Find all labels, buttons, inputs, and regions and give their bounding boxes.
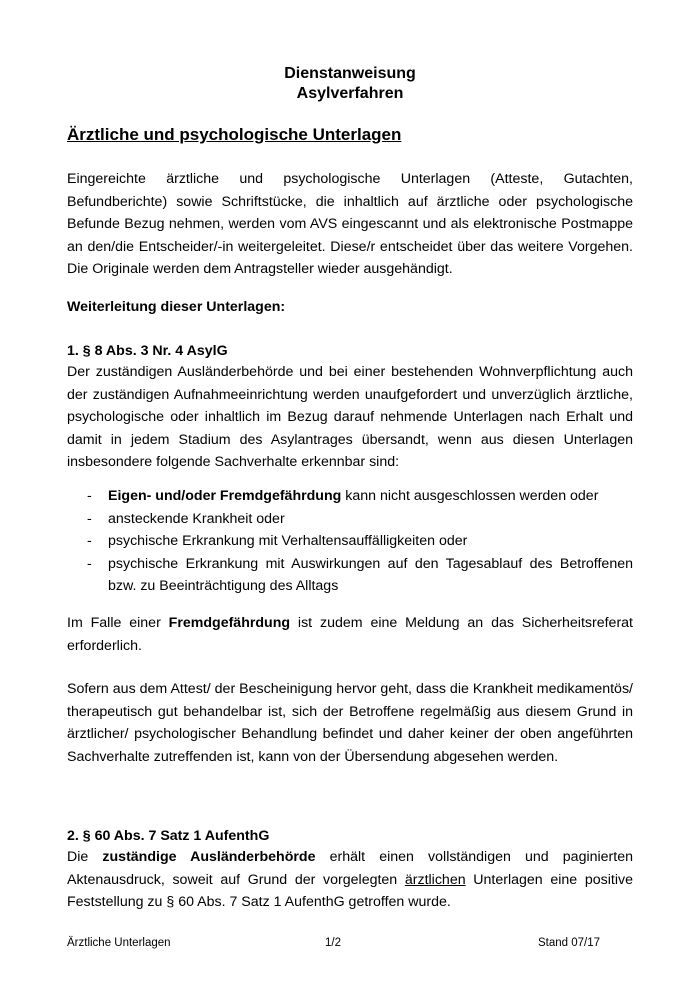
fremdgefaehrdung-paragraph	[67, 612, 633, 657]
forwarding-heading: Weiterleitung dieser Unterlagen:	[67, 299, 286, 315]
fremd-text-bold: Fremdgefährdung	[168, 615, 291, 631]
item2-text-underline: ärztlichen	[404, 871, 466, 888]
item1-paragraph: Der zuständigen Ausländerbehörde und bei einer bestehenden Wohnverpflichtung auch der zuständigen Aufnahmeeinrichtung werden unaufgefordert und unverzüglich ärztliche, psychologische oder inhaltlich im Bezug darauf nehmende Unterlagen nach Erhalt und damit in jedem Stadium des Asylantrages übersandt, wenn aus diesen Unterlagen insbesondere folgende Sachverhalte erkennbar sind:	[67, 364, 633, 470]
dash-marker: -	[87, 510, 92, 527]
footer-left: Ärztliche Unterlagen	[67, 937, 171, 949]
item2-text-mid: erhält einen vollständigen und paginierten Aktenausdruck, soweit auf Grund der vorgelegten	[67, 849, 633, 888]
criteria-list	[67, 485, 633, 598]
list-item-text: kann nicht ausgeschlossen werden oder	[341, 488, 599, 504]
intro-paragraph: Eingereichte ärztliche und psychologische Unterlagen (Atteste, Gutachten, Befundberichte) sowie Schriftstücke, die inhaltlich auf ärztliche oder psychologische Befunde Bezug nehmen, werden vom AVS eingescannt und als elektronische Postmappe an den/die Entscheider/-in weitergeleitet. Diese/r entscheidet über das weitere Vorgehen. Die Originale werden dem Antragsteller wieder ausgehändigt.	[67, 171, 633, 277]
item2-paragraph	[67, 846, 633, 914]
item1-heading: 1. § 8 Abs. 3 Nr. 4 AsylG	[67, 343, 228, 359]
list-item	[67, 553, 633, 598]
list-item	[67, 508, 633, 531]
dash-marker: -	[87, 533, 92, 549]
document-title: Dienstanweisung	[284, 65, 416, 82]
list-item-text: psychische Erkrankung mit Auswirkungen auf den Tagesablauf des Betroffenen bzw. zu Beeinträchtigung des Alltags	[108, 555, 633, 594]
dash-marker: -	[87, 555, 92, 572]
list-item	[67, 530, 633, 553]
list-item-text: ansteckende Krankheit oder	[108, 510, 285, 527]
item2-text-bold: zuständige Ausländerbehörde	[102, 849, 316, 865]
attest-paragraph: Sofern aus dem Attest/ der Bescheinigung hervor geht, dass die Krankheit medikamentös/ therapeutisch gut behandelbar ist, sich der Betroffene regelmäßig aus diesem Grund in ärztlicher/ psychologischer Behandlung befindet und daher keiner der oben angeführten Sachverhalte zutreffenden ist, kann von der Übersendung abgesehen werden.	[67, 681, 633, 765]
item2-text-post: Unterlagen eine positive Feststellung zu § 60 Abs. 7 Satz 1 AufenthG getroffen wurde.	[67, 871, 633, 910]
footer-right: Stand 07/17	[538, 937, 601, 949]
item2-heading: 2. § 60 Abs. 7 Satz 1 AufenthG	[67, 828, 270, 844]
document-subtitle: Asylverfahren	[296, 85, 404, 102]
footer-page-number: 1/2	[325, 937, 341, 949]
list-item-text: psychische Erkrankung mit Verhaltensauffälligkeiten oder	[108, 533, 468, 549]
item2-text-pre: Die	[67, 849, 103, 865]
section-heading: Ärztliche und psychologische Unterlagen	[67, 125, 402, 144]
dash-marker: -	[87, 488, 92, 504]
fremd-text-pre: Im Falle einer	[67, 615, 169, 631]
list-item-bold: Eigen- und/oder Fremdgefährdung	[108, 488, 342, 504]
fremd-text-post: ist zudem eine Meldung an das Sicherheitsreferat erforderlich.	[67, 615, 633, 654]
list-item	[67, 485, 633, 508]
